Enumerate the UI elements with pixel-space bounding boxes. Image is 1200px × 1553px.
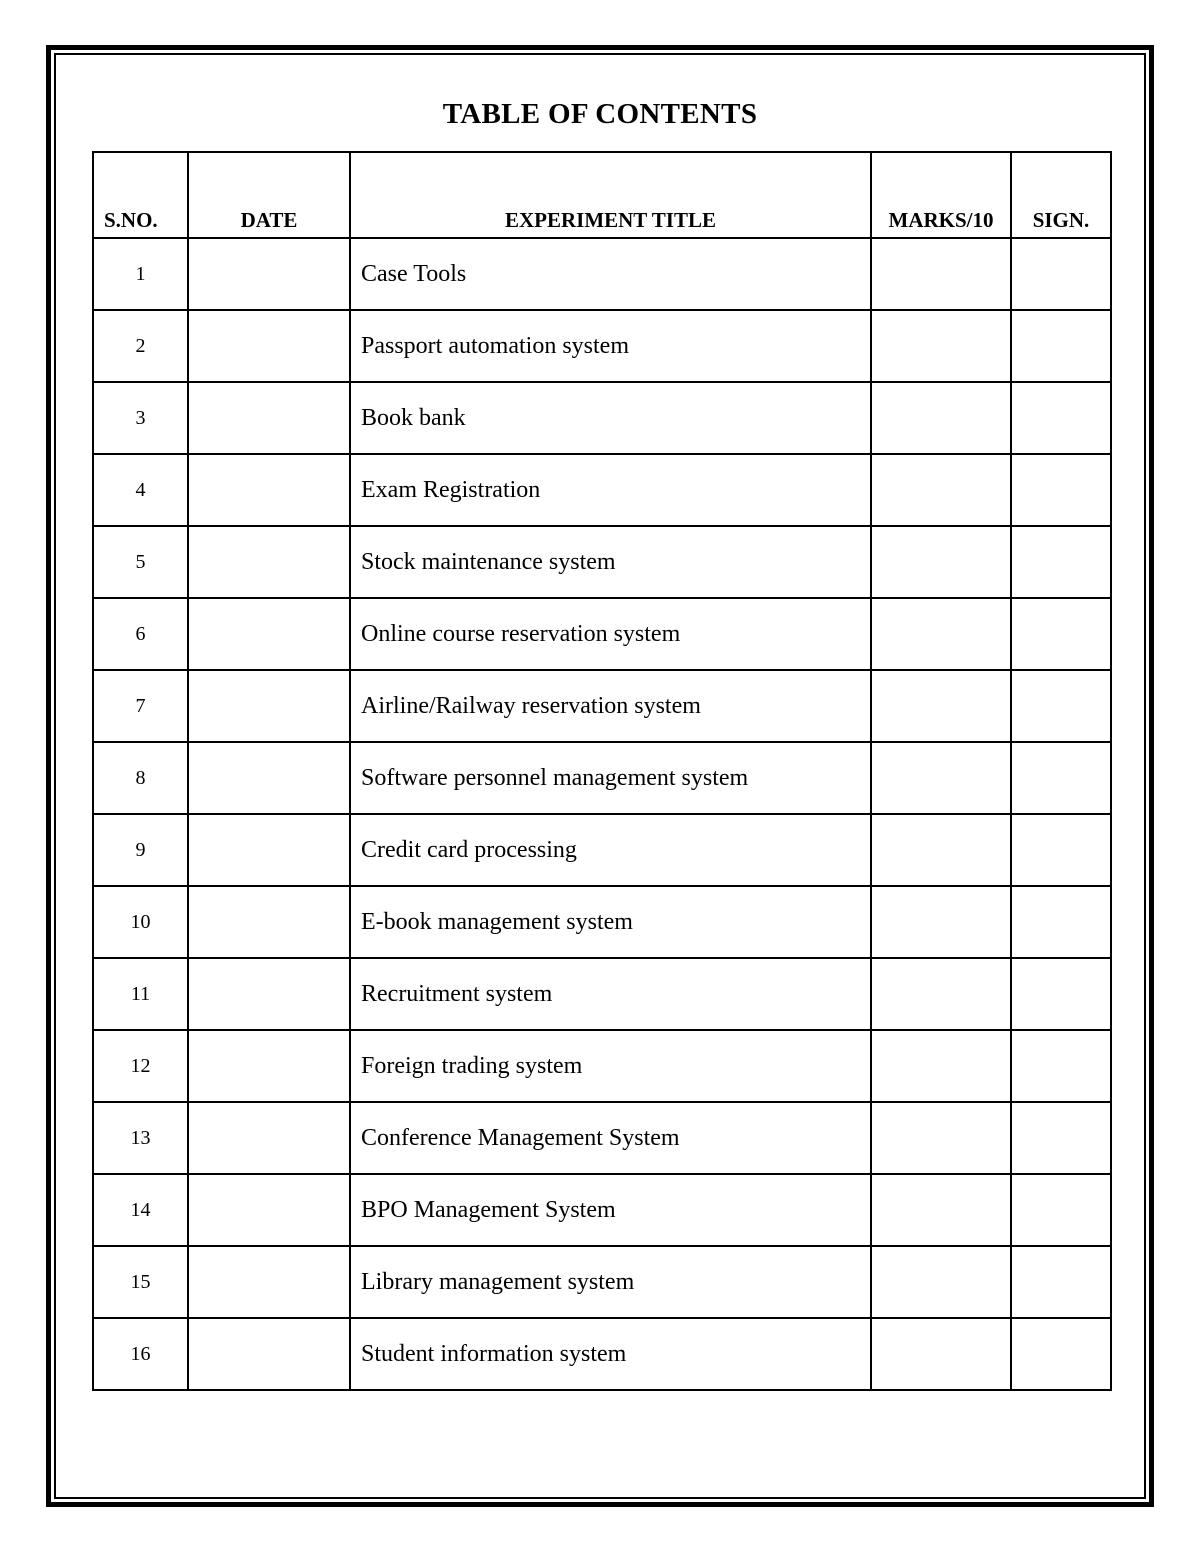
- sign-cell: [1011, 958, 1111, 1030]
- sign-cell: [1011, 670, 1111, 742]
- date-cell: [188, 814, 350, 886]
- date-cell: [188, 598, 350, 670]
- experiment-title-cell: Book bank: [350, 382, 871, 454]
- sno-cell: 15: [93, 1246, 188, 1318]
- marks-cell: [871, 670, 1011, 742]
- marks-cell: [871, 958, 1011, 1030]
- experiment-title-cell: E-book management system: [350, 886, 871, 958]
- sign-cell: [1011, 1318, 1111, 1390]
- table-row: [93, 1102, 1111, 1174]
- table-row: [93, 1030, 1111, 1102]
- table-row: [93, 814, 1111, 886]
- table-row: [93, 1246, 1111, 1318]
- sno-cell: 10: [93, 886, 188, 958]
- table-row: [93, 1174, 1111, 1246]
- column-header-experiment-title: EXPERIMENT TITLE: [350, 152, 871, 238]
- table-row: [93, 454, 1111, 526]
- date-cell: [188, 1318, 350, 1390]
- table-row: [93, 742, 1111, 814]
- experiment-title-cell: Software personnel management system: [350, 742, 871, 814]
- date-cell: [188, 742, 350, 814]
- marks-cell: [871, 814, 1011, 886]
- contents-table: [92, 151, 1112, 1391]
- experiment-title-cell: Online course reservation system: [350, 598, 871, 670]
- column-header-sign: SIGN.: [1011, 152, 1111, 238]
- table-row: [93, 958, 1111, 1030]
- sno-cell: 8: [93, 742, 188, 814]
- marks-cell: [871, 1102, 1011, 1174]
- sno-cell: 5: [93, 526, 188, 598]
- sno-cell: 14: [93, 1174, 188, 1246]
- experiment-title-cell: Library management system: [350, 1246, 871, 1318]
- table-row: [93, 598, 1111, 670]
- sign-cell: [1011, 454, 1111, 526]
- marks-cell: [871, 1318, 1011, 1390]
- sno-cell: 11: [93, 958, 188, 1030]
- experiment-title-cell: Foreign trading system: [350, 1030, 871, 1102]
- experiment-title-cell: Student information system: [350, 1318, 871, 1390]
- marks-cell: [871, 742, 1011, 814]
- date-cell: [188, 1102, 350, 1174]
- table-row: [93, 382, 1111, 454]
- column-header-marks: MARKS/10: [871, 152, 1011, 238]
- sno-cell: 13: [93, 1102, 188, 1174]
- date-cell: [188, 382, 350, 454]
- sno-cell: 9: [93, 814, 188, 886]
- column-header-sno: S.NO.: [93, 152, 188, 238]
- sign-cell: [1011, 310, 1111, 382]
- experiment-title-cell: Conference Management System: [350, 1102, 871, 1174]
- experiment-title-cell: Credit card processing: [350, 814, 871, 886]
- sign-cell: [1011, 1246, 1111, 1318]
- marks-cell: [871, 1030, 1011, 1102]
- table-row: [93, 1318, 1111, 1390]
- date-cell: [188, 310, 350, 382]
- sign-cell: [1011, 814, 1111, 886]
- date-cell: [188, 1246, 350, 1318]
- marks-cell: [871, 238, 1011, 310]
- sno-cell: 1: [93, 238, 188, 310]
- sno-cell: 3: [93, 382, 188, 454]
- marks-cell: [871, 886, 1011, 958]
- table-row: [93, 886, 1111, 958]
- table-row: [93, 670, 1111, 742]
- column-header-date: DATE: [188, 152, 350, 238]
- table-header-row: [93, 152, 1111, 238]
- marks-cell: [871, 1246, 1011, 1318]
- experiment-title-cell: BPO Management System: [350, 1174, 871, 1246]
- sno-cell: 4: [93, 454, 188, 526]
- sign-cell: [1011, 598, 1111, 670]
- table-row: [93, 526, 1111, 598]
- date-cell: [188, 454, 350, 526]
- sno-cell: 6: [93, 598, 188, 670]
- experiment-title-cell: Airline/Railway reservation system: [350, 670, 871, 742]
- date-cell: [188, 238, 350, 310]
- page-title: TABLE OF CONTENTS: [442, 98, 758, 130]
- table-row: [93, 310, 1111, 382]
- table-body: [93, 238, 1111, 1390]
- date-cell: [188, 886, 350, 958]
- sign-cell: [1011, 238, 1111, 310]
- sign-cell: [1011, 886, 1111, 958]
- sno-cell: 16: [93, 1318, 188, 1390]
- experiment-title-cell: Exam Registration: [350, 454, 871, 526]
- experiment-title-cell: Passport automation system: [350, 310, 871, 382]
- marks-cell: [871, 526, 1011, 598]
- experiment-title-cell: Stock maintenance system: [350, 526, 871, 598]
- sno-cell: 7: [93, 670, 188, 742]
- date-cell: [188, 1030, 350, 1102]
- marks-cell: [871, 598, 1011, 670]
- experiment-title-cell: Case Tools: [350, 238, 871, 310]
- marks-cell: [871, 1174, 1011, 1246]
- sign-cell: [1011, 526, 1111, 598]
- sign-cell: [1011, 1174, 1111, 1246]
- sign-cell: [1011, 1030, 1111, 1102]
- marks-cell: [871, 382, 1011, 454]
- sno-cell: 2: [93, 310, 188, 382]
- sno-cell: 12: [93, 1030, 188, 1102]
- experiment-title-cell: Recruitment system: [350, 958, 871, 1030]
- date-cell: [188, 670, 350, 742]
- table-row: [93, 238, 1111, 310]
- date-cell: [188, 1174, 350, 1246]
- sign-cell: [1011, 1102, 1111, 1174]
- marks-cell: [871, 310, 1011, 382]
- marks-cell: [871, 454, 1011, 526]
- sign-cell: [1011, 382, 1111, 454]
- sign-cell: [1011, 742, 1111, 814]
- date-cell: [188, 958, 350, 1030]
- date-cell: [188, 526, 350, 598]
